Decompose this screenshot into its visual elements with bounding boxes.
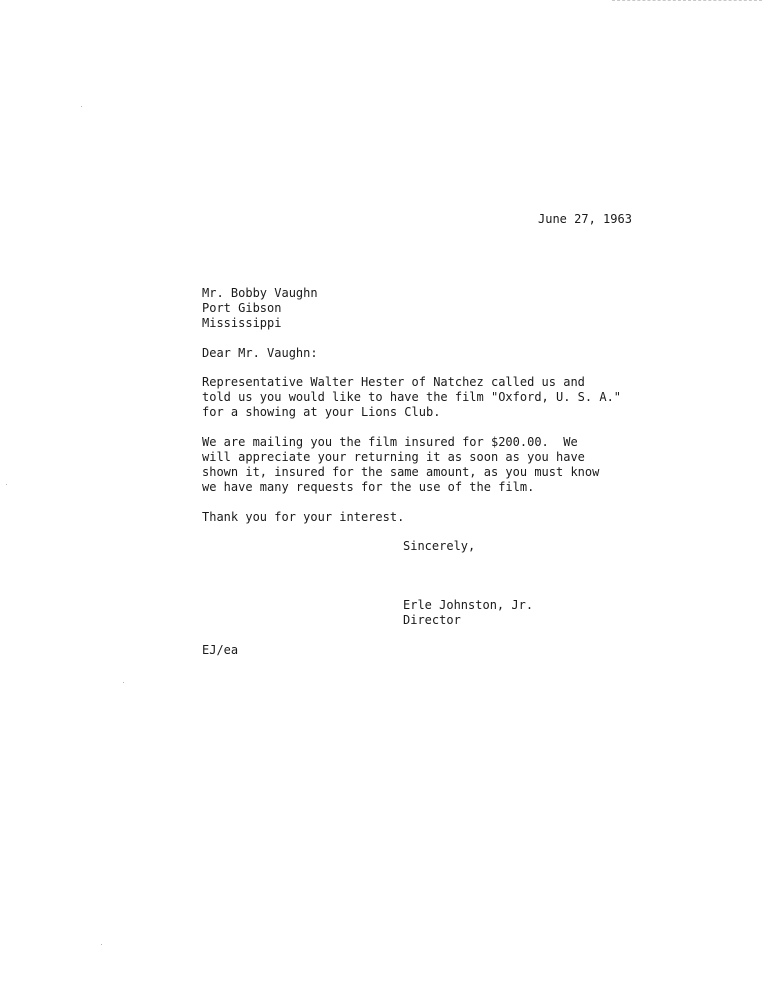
scan-edge-marks xyxy=(612,0,762,3)
body-line: We are mailing you the film insured for $200.00. We xyxy=(202,435,578,449)
recipient-state: Mississippi xyxy=(202,316,282,330)
body-line: shown it, insured for the same amount, as you must know xyxy=(202,465,600,479)
signer-name: Erle Johnston, Jr. xyxy=(403,598,534,612)
scan-speck xyxy=(101,944,102,945)
salutation: Dear Mr. Vaughn: xyxy=(202,346,318,360)
body-line: will appreciate your returning it as soon as you have xyxy=(202,450,585,464)
body-line: we have many requests for the use of the film. xyxy=(202,480,535,494)
body-line: for a showing at your Lions Club. xyxy=(202,405,441,419)
recipient-name: Mr. Bobby Vaughn xyxy=(202,286,318,300)
signer-title: Director xyxy=(403,613,461,627)
letter-date: June 27, 1963 xyxy=(538,212,632,226)
reference-initials: EJ/ea xyxy=(202,643,239,657)
closing: Sincerely, xyxy=(403,539,476,553)
recipient-city: Port Gibson xyxy=(202,301,282,315)
scan-speck xyxy=(123,682,124,683)
body-line: Representative Walter Hester of Natchez called us and xyxy=(202,375,585,389)
scan-speck xyxy=(6,484,7,485)
body-line: told us you would like to have the film "Oxford, U. S. A." xyxy=(202,390,622,404)
body-line: Thank you for your interest. xyxy=(202,510,405,524)
scan-speck xyxy=(81,106,82,107)
